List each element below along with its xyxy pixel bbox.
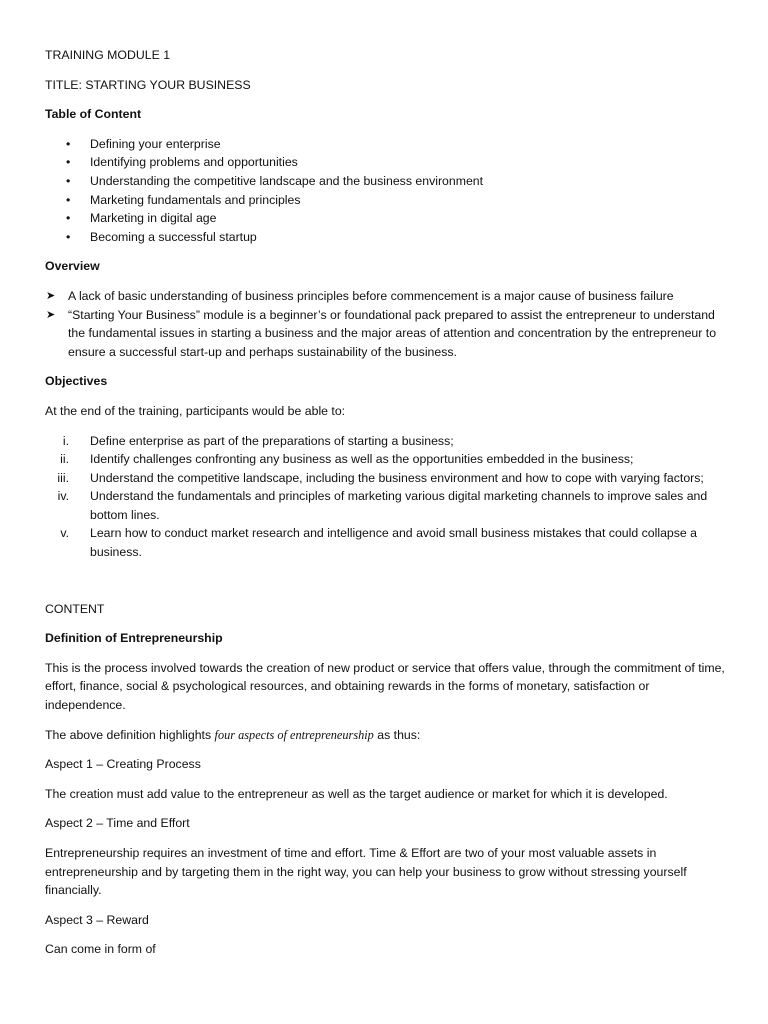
toc-heading: Table of Content	[45, 107, 142, 122]
aspect-2-text: Entrepreneurship requires an investment of time and effort. Time & Effort are two of your most valuable assets in entrepreneurship and by targeting them in the right way, you can help your business to grow without stressing yourself financially.	[45, 846, 687, 898]
objective-number: ii.	[60, 452, 69, 467]
arrow-bullet-icon: ➤	[46, 308, 56, 321]
objective-text: Understand the competitive landscape, including the business environment and how to cope with varying factors;	[90, 470, 704, 485]
objective-number: iv.	[57, 489, 69, 504]
objective-item	[45, 469, 725, 488]
highlight-italic-text: four aspects of entrepreneurship	[214, 727, 374, 742]
toc-list	[45, 135, 725, 247]
aspect-1-heading: Aspect 1 – Creating Process	[45, 757, 201, 772]
toc-item: • Identifying problems and opportunities	[45, 153, 725, 172]
overview-item-text: “Starting Your Business” module is a beginner’s or foundational pack prepared to assist the entrepreneur to understand the fundamental issues in starting a business and the major areas of attention and concentration by the entrepreneur to ensure a successful start-up and perhaps sustainability of the business.	[68, 307, 717, 359]
definition-highlight	[45, 726, 725, 745]
objectives-heading: Objectives	[45, 374, 108, 389]
document-body	[45, 46, 725, 959]
content-heading: CONTENT	[45, 601, 105, 616]
arrow-bullet-icon: ➤	[46, 289, 56, 302]
objective-number: v.	[60, 526, 69, 541]
objective-text: Identify challenges confronting any business as well as the opportunities embedded in the business;	[90, 452, 634, 467]
objective-text: Learn how to conduct market research and intelligence and avoid small business mistakes that could collapse a business.	[90, 526, 697, 560]
module-title: TITLE: STARTING YOUR BUSINESS	[45, 77, 251, 92]
objective-item	[45, 432, 725, 451]
overview-item-text: A lack of basic understanding of business principles before commencement is a major cause of business failure	[68, 288, 674, 303]
objective-text: Understand the fundamentals and principles of marketing various digital marketing channels to improve sales and bottom lines.	[90, 489, 708, 522]
overview-heading: Overview	[45, 259, 100, 274]
aspect-2-heading: Aspect 2 – Time and Effort	[45, 816, 190, 831]
overview-item	[45, 287, 725, 306]
objective-item	[45, 524, 725, 561]
aspect-3-heading: Aspect 3 – Reward	[45, 912, 149, 927]
toc-item: • Becoming a successful startup	[45, 228, 725, 247]
definition-text: This is the process involved towards the creation of new product or service that offers value, through the commitment of time, effort, finance, social & psychological resources, and obtaining rewards in the forms of monetary, satisfaction or independence.	[45, 660, 725, 713]
objective-item	[45, 487, 725, 524]
aspect-3-text: Can come in form of	[45, 942, 156, 957]
objective-number: iii.	[57, 470, 69, 485]
objective-text: Define enterprise as part of the preparations of starting a business;	[90, 433, 454, 448]
highlight-text-after: as thus:	[373, 727, 421, 742]
objective-number: i.	[62, 433, 69, 448]
toc-item: • Marketing in digital age	[45, 209, 725, 228]
objectives-list	[45, 432, 725, 562]
toc-item: • Defining your enterprise	[45, 135, 725, 154]
aspect-1-text: The creation must add value to the entrepreneur as well as the target audience or market for which it is developed.	[45, 786, 668, 801]
overview-list	[45, 287, 725, 361]
highlight-text-before: The above definition highlights	[45, 727, 215, 742]
objective-item	[45, 450, 725, 469]
toc-item: • Understanding the competitive landscape and the business environment	[45, 172, 725, 191]
module-label: TRAINING MODULE 1	[45, 48, 171, 62]
definition-heading: Definition of Entrepreneurship	[45, 631, 223, 646]
objectives-intro: At the end of the training, participants would be able to:	[45, 403, 346, 418]
overview-item	[45, 306, 725, 362]
toc-item: • Marketing fundamentals and principles	[45, 191, 725, 210]
